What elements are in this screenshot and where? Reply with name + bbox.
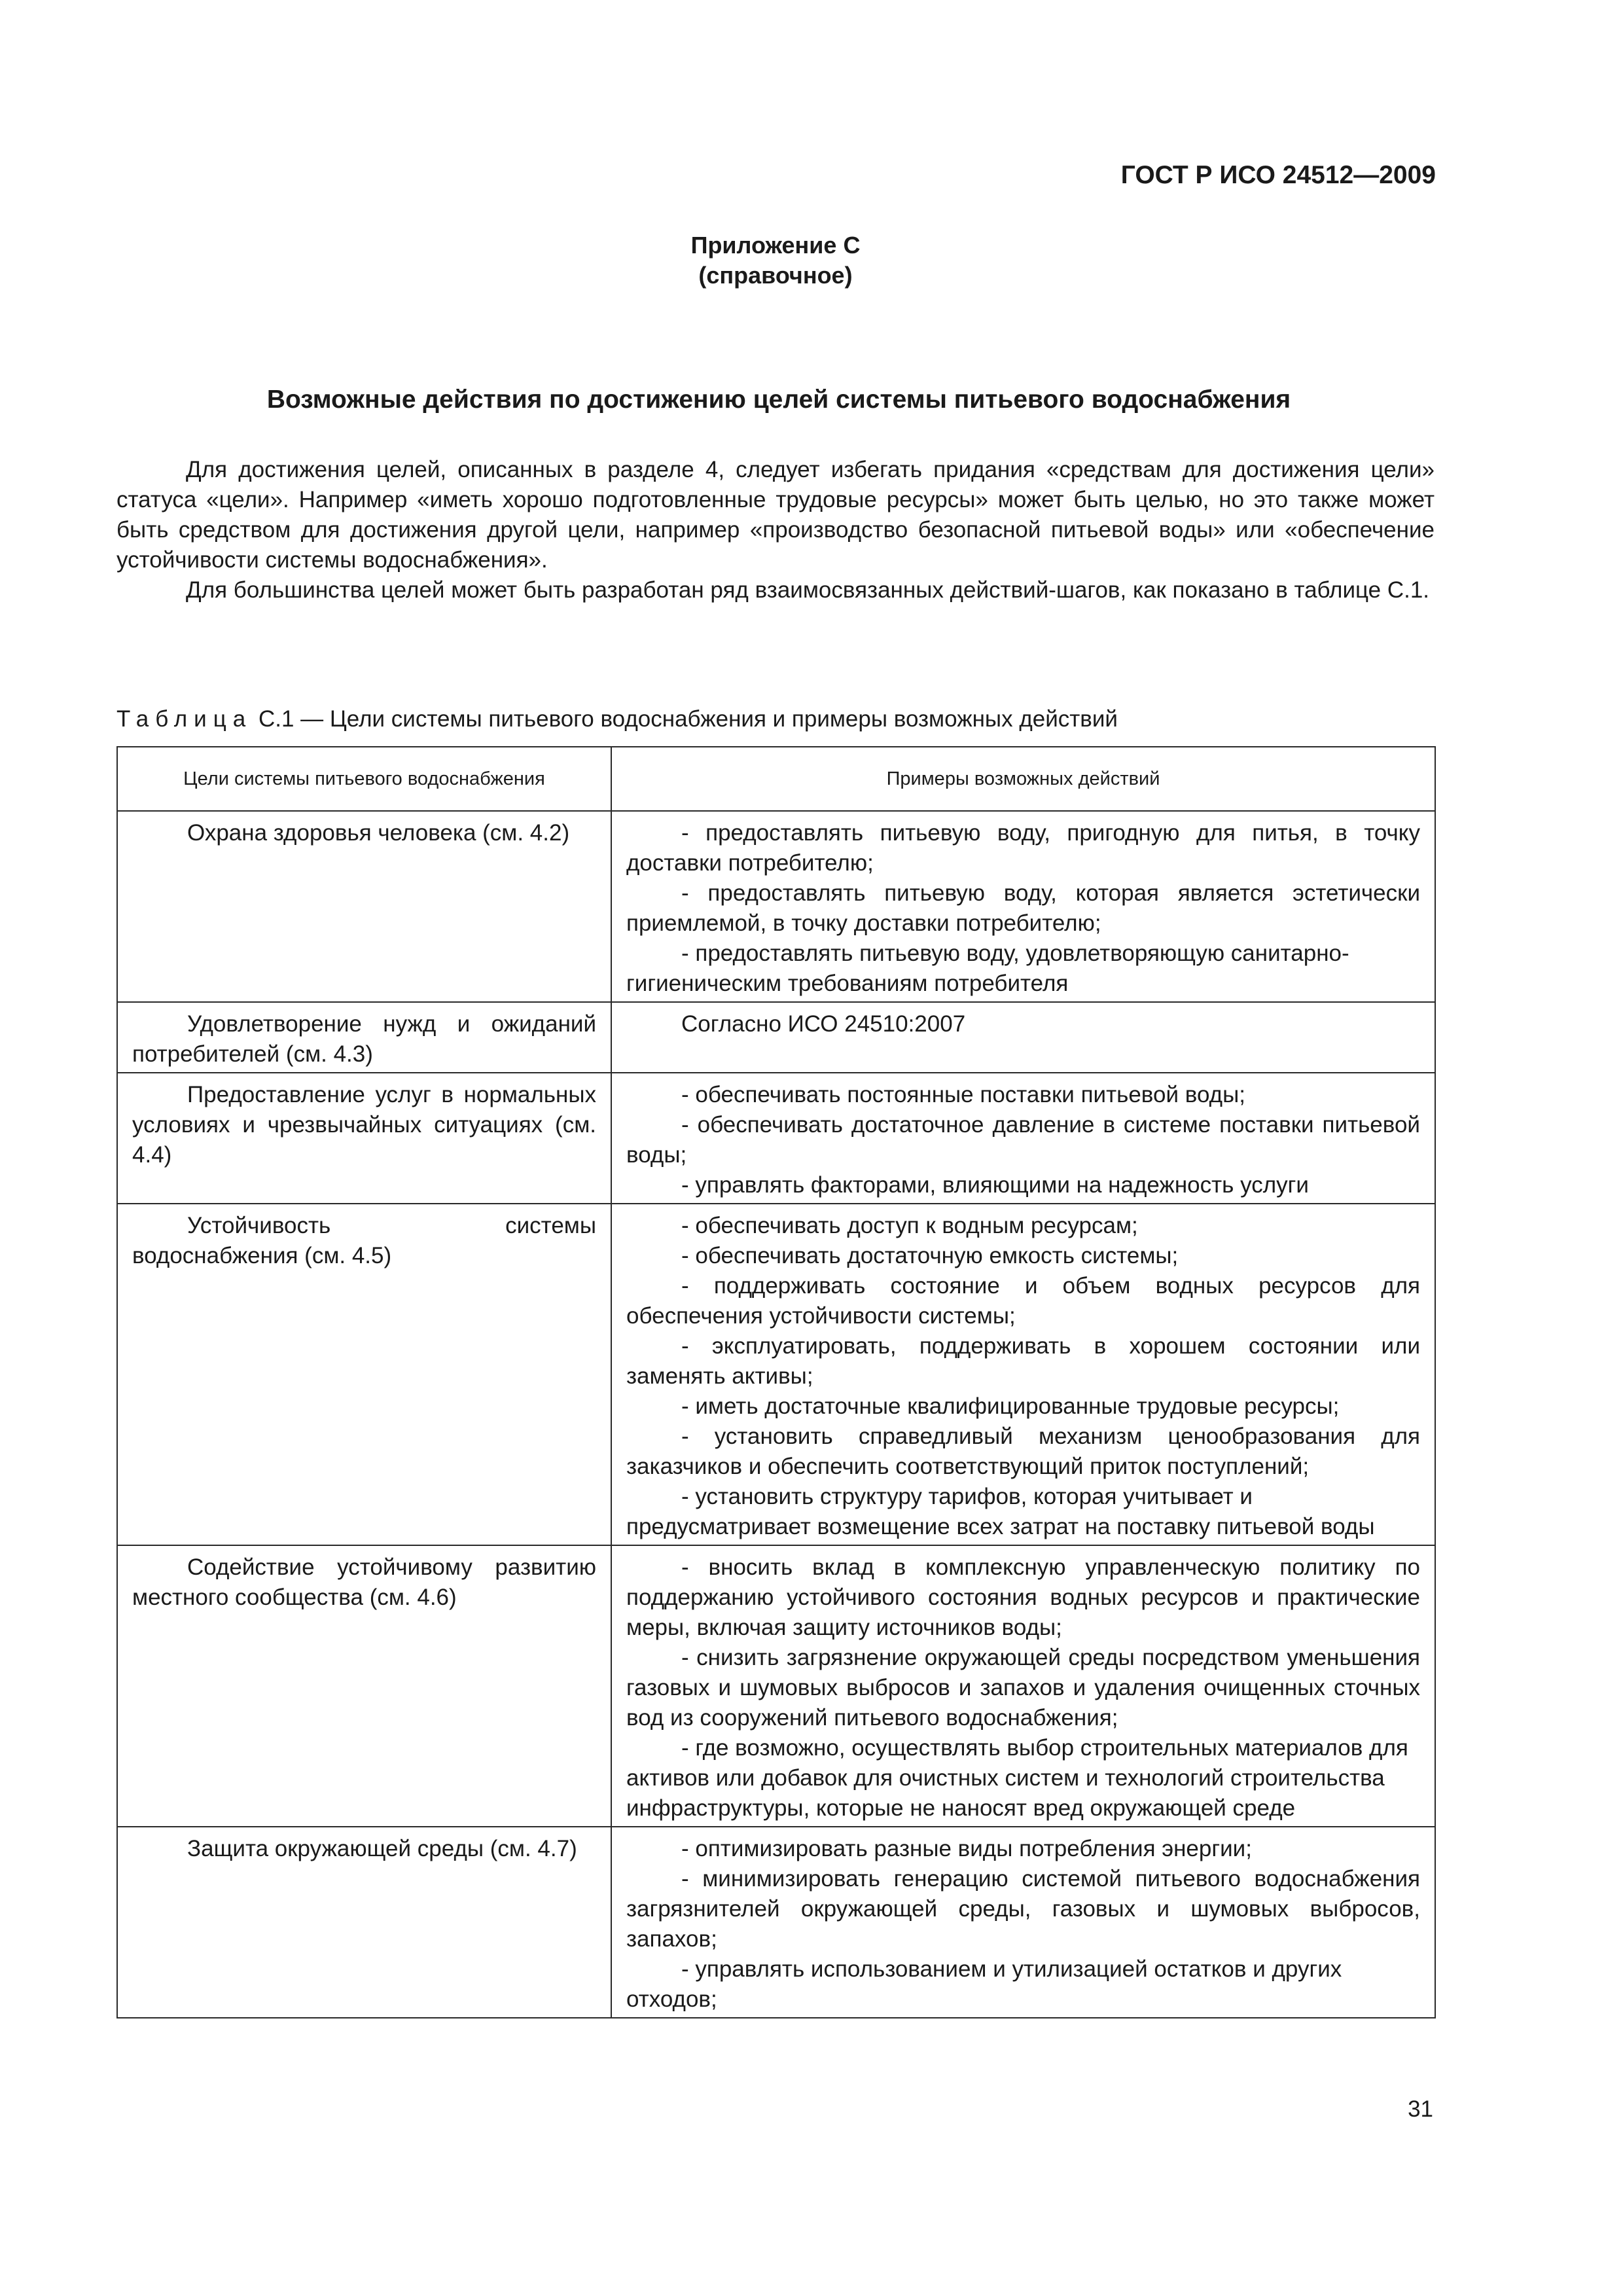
action-item: - вносить вклад в комплексную управленческую политику по поддержанию устойчивого состояния водных ресурсов и практические меры, включая защиту источников воды; — [626, 1554, 1420, 1640]
action-item: - иметь достаточные квалифицированные трудовые ресурсы; — [681, 1393, 1340, 1419]
document-number: ГОСТ Р ИСО 24512—2009 — [1120, 161, 1436, 189]
action-item: - предоставлять питьевую воду, которая является эстетически приемлемой, в точку доставки потребителю; — [626, 880, 1420, 936]
appendix-title: Приложение С — [690, 232, 861, 259]
section-title: Возможные действия по достижению целей системы питьевого водоснабжения — [266, 386, 1291, 414]
paragraph: Для большинства целей может быть разработан ряд взаимосвязанных действий-шагов, как показано в таблице С.1. — [186, 577, 1430, 603]
table-row — [117, 811, 1435, 1002]
actions-cell — [611, 811, 1435, 1002]
action-item: - предоставлять питьевую воду, пригодную для питья, в точку доставки потребителю; — [626, 820, 1420, 876]
action-item: - оптимизировать разные виды потребления энергии; — [681, 1836, 1252, 1861]
action-item: - установить справедливый механизм ценообразования для заказчиков и обеспечить соответствующий приток поступлений; — [626, 1424, 1420, 1479]
table-caption — [116, 704, 1118, 734]
page-number: 31 — [1408, 2096, 1433, 2122]
goal-cell: Охрана здоровья человека (см. 4.2) — [117, 811, 611, 1002]
action-item: - эксплуатировать, поддерживать в хорошем состоянии или заменять активы; — [626, 1333, 1420, 1389]
action-item: - обеспечивать постоянные поставки питьевой воды; — [681, 1082, 1245, 1107]
action-item: - обеспечивать достаточную емкость системы; — [681, 1243, 1179, 1268]
column-header-actions: Примеры возможных действий — [611, 747, 1435, 811]
action-item: - установить структуру тарифов, которая учитывает и предусматривает возмещение всех затрат на поставку питьевой воды — [626, 1484, 1375, 1539]
action-item: - где возможно, осуществлять выбор строительных материалов для активов или добавок для очистных систем и технологий строительства инфраструктуры, которые не наносят вред окружающей среде — [626, 1735, 1408, 1821]
table-row — [117, 1545, 1435, 1827]
paragraph: Для достижения целей, описанных в разделе 4, следует избегать придания «средствам для достижения цели» статуса «цели». Например «иметь хорошо подготовленные трудовые ресурсы» может быть целью, но это также может быть средством для достижения другой цели, например «производство безопасной питьевой воды» или «обеспечение устойчивости системы водоснабжения». — [116, 457, 1435, 573]
table-row — [117, 1204, 1435, 1545]
goal-cell: Удовлетворение нужд и ожиданий потребителей (см. 4.3) — [117, 1002, 611, 1073]
action-item: - поддерживать состояние и объем водных ресурсов для обеспечения устойчивости системы; — [626, 1273, 1420, 1329]
table-row — [117, 1827, 1435, 2018]
goal-cell: Защита окружающей среды (см. 4.7) — [117, 1827, 611, 2018]
actions-cell — [611, 1002, 1435, 1073]
appendix-subtitle: (справочное) — [698, 262, 853, 289]
action-item: - предоставлять питьевую воду, удовлетворяющую санитарно-гигиеническим требованиям потребителя — [626, 941, 1349, 996]
actions-cell — [611, 1073, 1435, 1204]
table-caption-text: С.1 — Цели системы питьевого водоснабжения и примеры возможных действий — [258, 706, 1118, 732]
action-item: - обеспечивать доступ к водным ресурсам; — [681, 1213, 1138, 1238]
action-item: - обеспечивать достаточное давление в системе поставки питьевой воды; — [626, 1112, 1420, 1168]
action-item: - снизить загрязнение окружающей среды посредством уменьшения газовых и шумовых выбросов и запахов и удаления очищенных сточных вод из сооружений питьевого водоснабжения; — [626, 1645, 1420, 1731]
table-caption-label: Таблица — [116, 706, 253, 732]
column-header-goals: Цели системы питьевого водоснабжения — [117, 747, 611, 811]
goals-actions-table — [116, 746, 1436, 2018]
action-item: Согласно ИСО 24510:2007 — [681, 1011, 966, 1037]
table-row — [117, 1002, 1435, 1073]
appendix-heading — [0, 230, 1551, 291]
goal-cell: Предоставление услуг в нормальных условиях и чрезвычайных ситуациях (см. 4.4) — [117, 1073, 611, 1204]
action-item: - управлять факторами, влияющими на надежность услуги — [681, 1172, 1309, 1198]
actions-cell — [611, 1545, 1435, 1827]
action-item: - управлять использованием и утилизацией остатков и других отходов; — [626, 1956, 1342, 2012]
goal-cell: Содействие устойчивому развитию местного сообщества (см. 4.6) — [117, 1545, 611, 1827]
table-header-row — [117, 747, 1435, 811]
actions-cell — [611, 1827, 1435, 2018]
goal-cell: Устойчивость системы водоснабжения (см. 4.5) — [117, 1204, 611, 1545]
table-row — [117, 1073, 1435, 1204]
action-item: - минимизировать генерацию системой питьевого водоснабжения загрязнителей окружающей среды, газовых и шумовых выбросов, запахов; — [626, 1866, 1420, 1952]
actions-cell — [611, 1204, 1435, 1545]
body-text — [116, 455, 1435, 605]
